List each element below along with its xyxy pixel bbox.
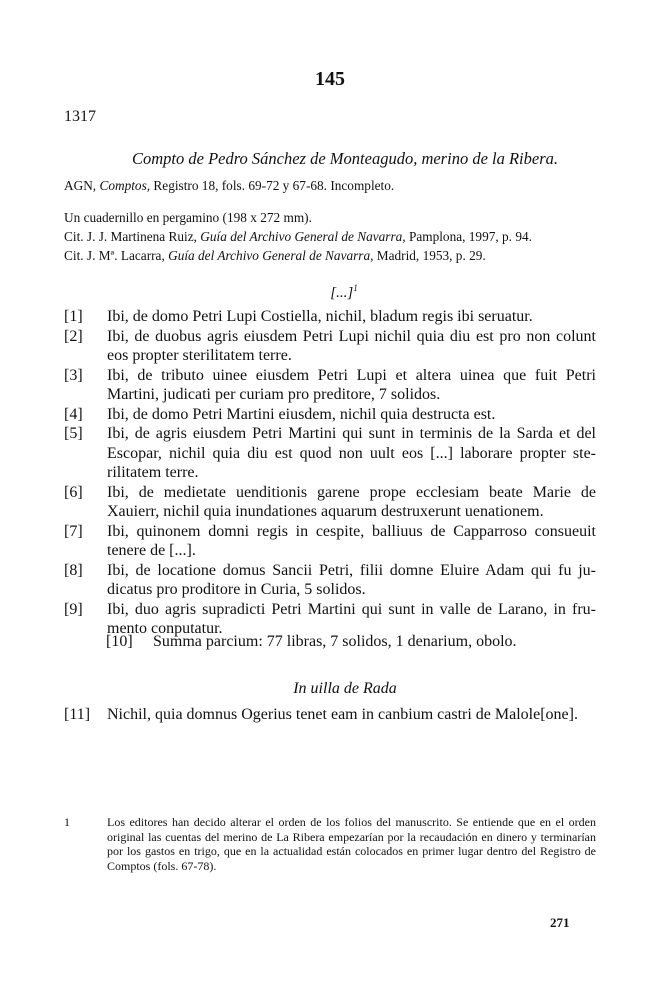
- physical-description: Un cuadernillo en pergamino (198 x 272 mm).: [64, 210, 312, 225]
- citation: [64, 229, 532, 245]
- entry: [64, 366, 596, 405]
- entry-number: [10]: [106, 633, 133, 650]
- entry-number: [1]: [64, 308, 83, 325]
- entry-number: [9]: [64, 600, 83, 618]
- archive-name: AGN,: [64, 178, 100, 193]
- entry: [64, 561, 596, 600]
- citation-publication: Madrid, 1953, p. 29.: [373, 248, 486, 263]
- archive-source: [64, 178, 394, 194]
- footnote-number: 1: [64, 815, 70, 829]
- entry: [64, 307, 596, 327]
- entry: [64, 705, 596, 725]
- citation-work: Guía del Archivo General de Navarra,: [200, 229, 406, 244]
- archive-reference: Registro 18, fols. 69-72 y 67-68. Incompleto.: [150, 178, 395, 193]
- entry-number: [11]: [64, 706, 91, 723]
- archive-series: Comptos,: [99, 178, 151, 193]
- entry-text: Ibi, de locatione domus Sancii Petri, filii domne Eluire Adam qui fu judicatus pro proditore in Curia, 5 solidos.: [107, 561, 596, 598]
- document-title: Compto de Pedro Sánchez de Monteagudo, merino de la Ribera.: [131, 149, 559, 168]
- entry: [64, 327, 596, 366]
- entry-text: Ibi, de domo Petri Lupi Costiella, nichil, bladum regis ibi seruatur.: [107, 308, 533, 325]
- entry-number: [4]: [64, 405, 83, 423]
- document-year: 1317: [64, 108, 96, 125]
- entry-number: [5]: [64, 425, 83, 442]
- entry-number: [6]: [64, 483, 83, 501]
- entry-text: Ibi, de duobus agris eiusdem Petri Lupi nichil quia diu est pro non colunt eos propter sterilitatem terre.: [107, 327, 596, 364]
- entries-list: [64, 307, 596, 639]
- entry-text: Ibi, quinonem domni regis in cespite, balliuus de Capparroso consueuit tenere de [...].: [107, 522, 596, 559]
- entry-number: [8]: [64, 561, 83, 579]
- document-number: 145: [315, 68, 345, 90]
- summa-entry: [106, 633, 517, 651]
- lacuna-text: [...]: [330, 285, 354, 301]
- entry-text: Ibi, de agris eiusdem Petri Martini qui sunt in terminis de la Sarda et del Escopar, nichil quia diu est quod non uult eos [...] laborare propter sterilitatem terre.: [107, 425, 596, 481]
- citation-work: Guía del Archivo General de Navarra,: [168, 248, 374, 263]
- summa-text: Summa parcium: 77 libras, 7 solidos, 1 denarium, obolo.: [153, 633, 517, 650]
- entry: [64, 405, 596, 425]
- citation-author: Cit. J. J. Martinena Ruiz,: [64, 229, 201, 244]
- entry-text: Ibi, de domo Petri Martini eiusdem, nichil quia destructa est.: [107, 405, 496, 423]
- citation-publication: Pamplona, 1997, p. 94.: [405, 229, 532, 244]
- entry-number: [7]: [64, 522, 83, 540]
- entry-text: Ibi, de medietate uenditionis garene prope ecclesiam beate Marie de Xauierr, nichil quia inundationes aquarum destruxerunt uenationem.: [107, 483, 596, 520]
- entry: [64, 483, 596, 522]
- entry-text: Ibi, duo agris supradicti Petri Martini qui sunt in valle de Larano, in frumento conputatur.: [107, 600, 596, 637]
- page-number: 271: [550, 915, 570, 930]
- footnote-reference[interactable]: 1: [353, 283, 358, 293]
- citation: [64, 248, 486, 264]
- section-heading: In uilla de Rada: [293, 680, 397, 697]
- footnote: [64, 815, 596, 873]
- entry-text: Ibi, de tributo uinee eiusdem Petri Lupi et altera uinea que fuit Petri Martini, judicati per curiam pro preditore, 7 solidos.: [107, 366, 596, 403]
- entry: [64, 424, 596, 483]
- lacuna-marker: [0, 283, 660, 302]
- entry-number: [3]: [64, 366, 83, 384]
- citation-author: Cit. J. Mª. Lacarra,: [64, 248, 169, 263]
- entry-number: [2]: [64, 327, 83, 345]
- entry: [64, 522, 596, 561]
- entry-text: Nichil, quia domnus Ogerius tenet eam in canbium castri de Malole[one].: [107, 706, 578, 723]
- footnote-text: Los editores han decido alterar el orden de los folios del manuscrito. Se entiende que en el orden original las cuentas del merino de La Ribera empezarían por la recaudación en dinero y terminarían por los gastos en trigo, que en la actualidad están colocados en primer lugar dentro del Registro de Comptos (fols. 67-78).: [107, 815, 596, 873]
